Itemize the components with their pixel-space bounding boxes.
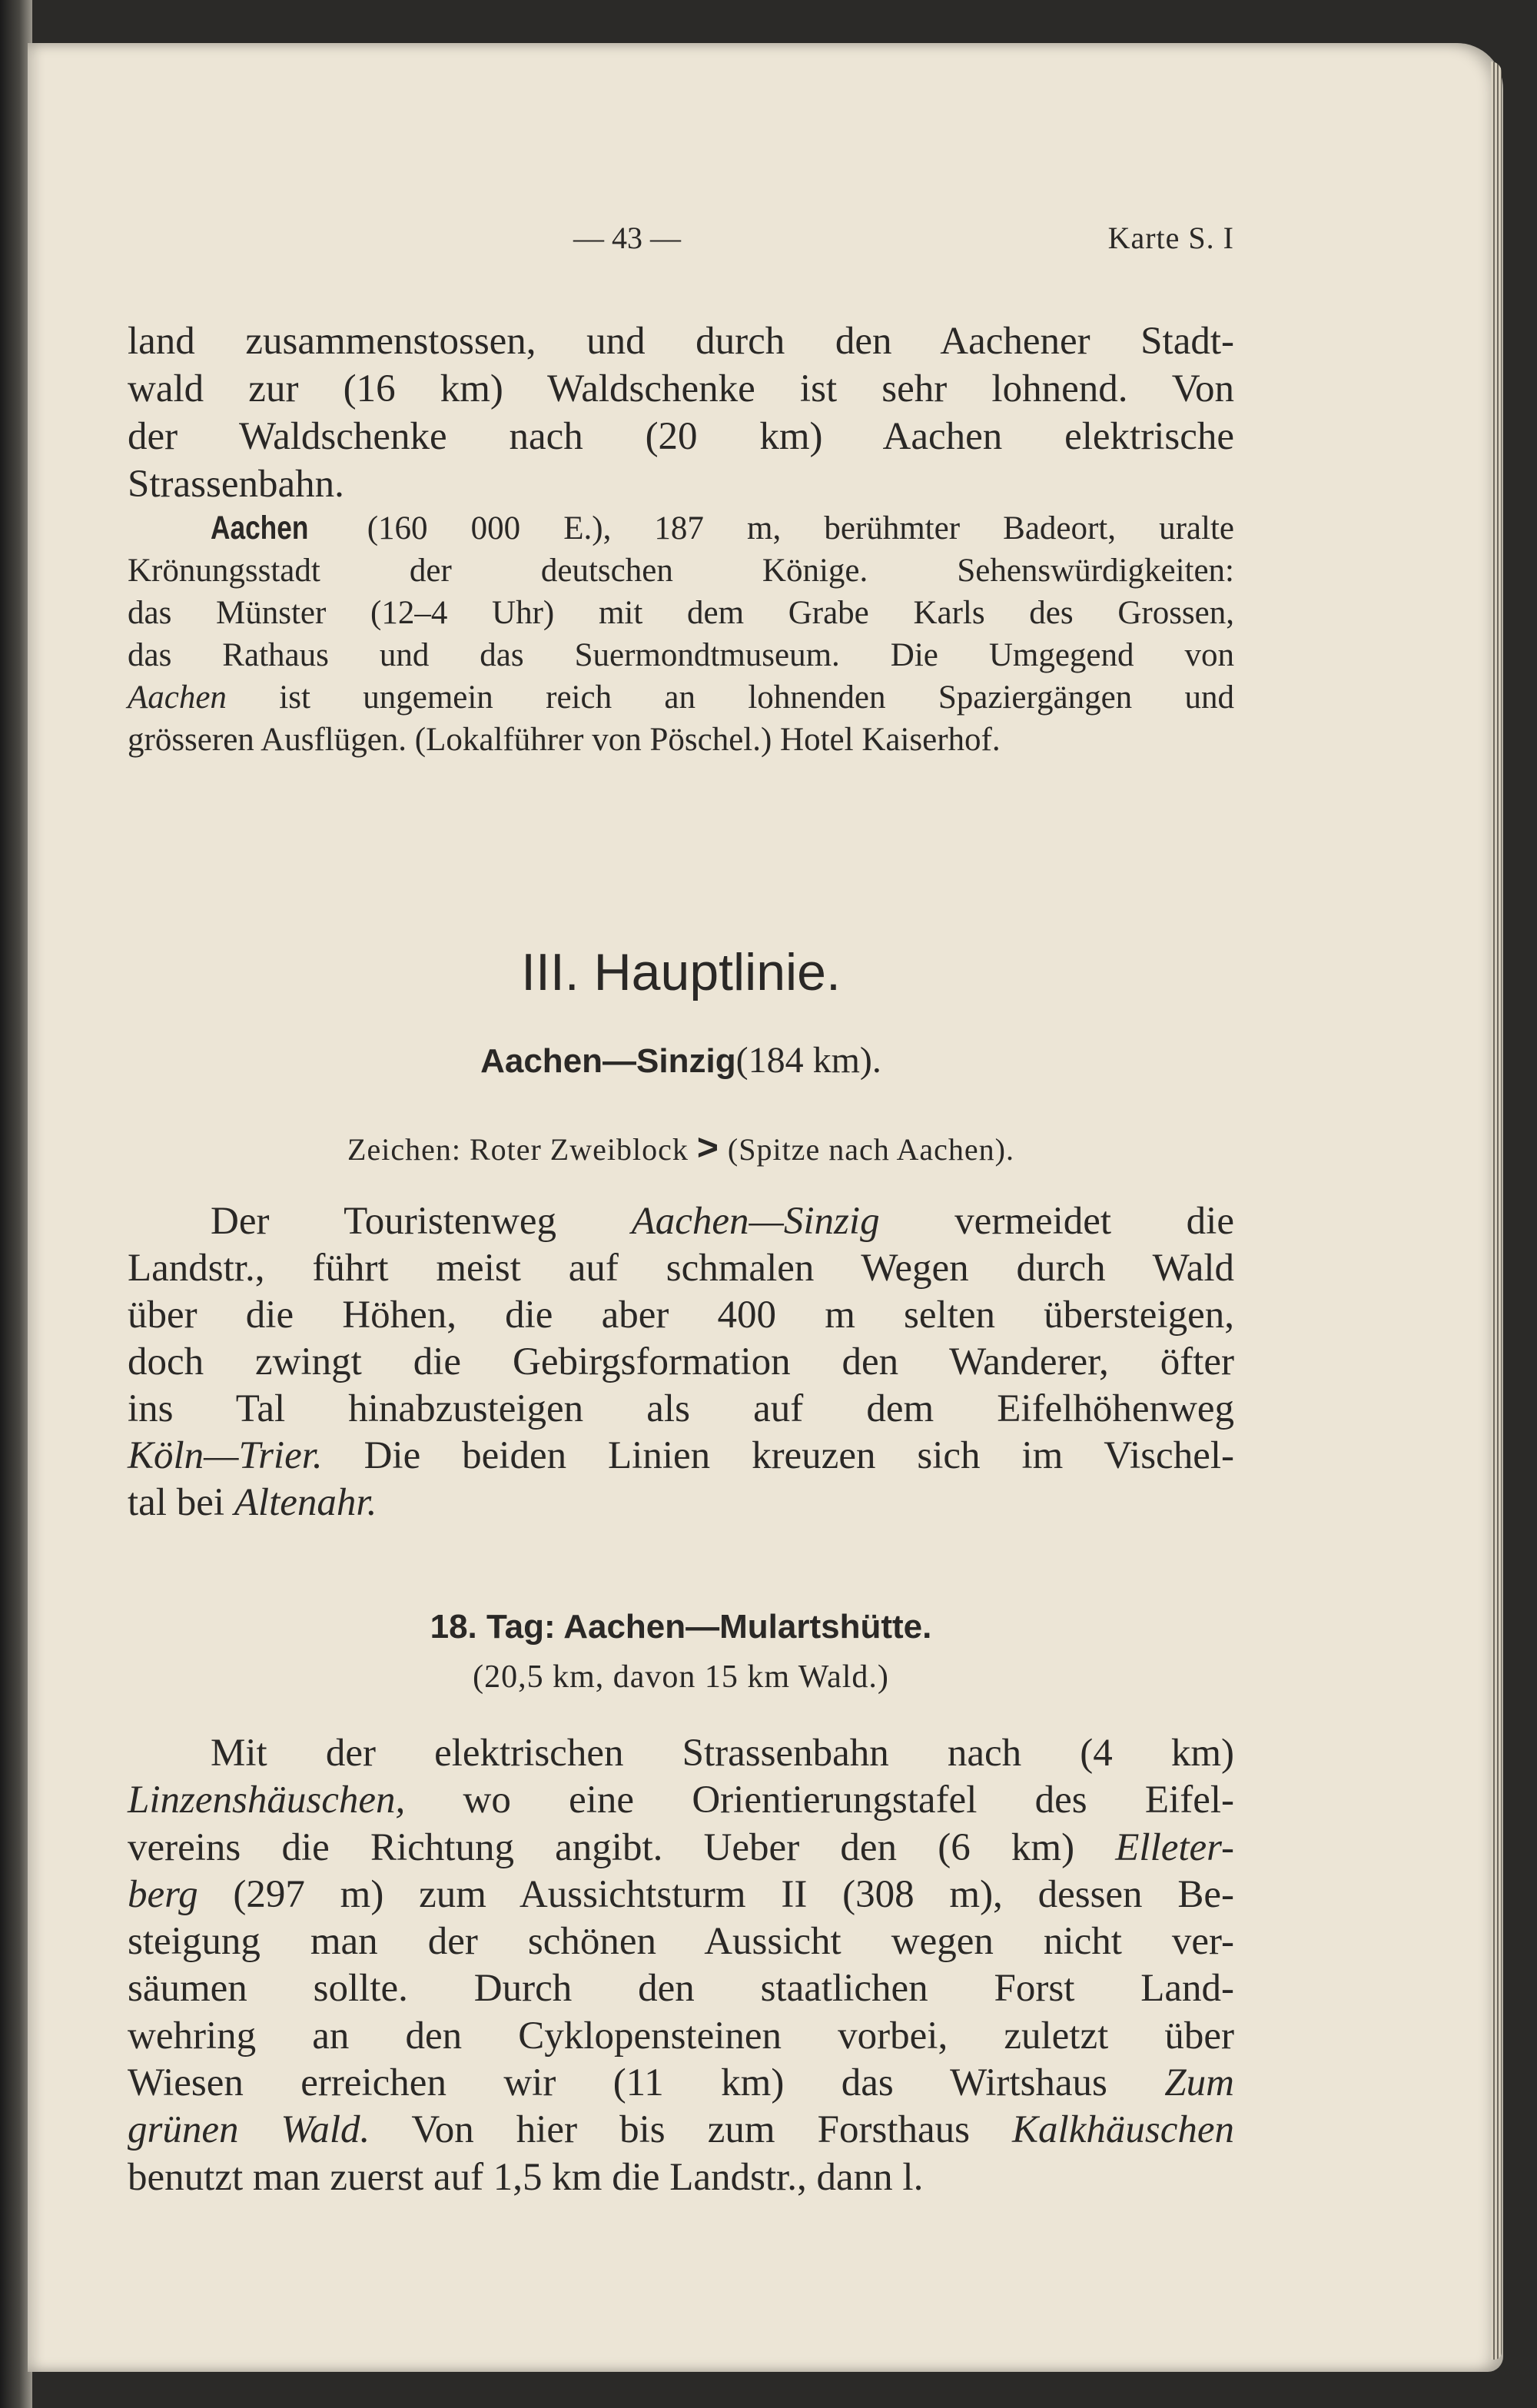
text-line (128, 1872, 1234, 1918)
day-title: 18. Tag: Aachen—Mulartshütte. (430, 1608, 932, 1646)
italic-place-name: Aachen—Sinzig (631, 1200, 880, 1243)
text-line (128, 2154, 1234, 2201)
text-run: Strassenbahn. (128, 463, 344, 506)
text-line (128, 365, 1234, 413)
text-line (128, 460, 1234, 508)
text-line (128, 1480, 1234, 1526)
text-line (128, 592, 1234, 634)
page-edges (1491, 61, 1502, 2360)
text-run: (160 000 E.), 187 m, berühmter Badeort, uralte (324, 510, 1234, 546)
text-line (128, 2107, 1234, 2154)
map-reference: Karte S. I (1107, 221, 1234, 255)
running-header (128, 215, 1234, 261)
text-run: Wiesen erreichen wir (11 km) das Wirtshaus (128, 2061, 1165, 2105)
route-name: Aachen—Sinzig (480, 1042, 736, 1080)
text-line (128, 1777, 1234, 1824)
text-run: ist ungemein reich an lohnenden Spaziergängen und (226, 679, 1234, 716)
paragraph-intro (128, 317, 1234, 508)
text-line (128, 719, 1234, 761)
route-heading (128, 1039, 1234, 1081)
text-run: über die Höhen, die aber 400 m selten übersteigen, (128, 1294, 1234, 1337)
section-title: III. Hauptlinie. (521, 943, 841, 1001)
text-run: Krönungsstadt der deutschen Könige. Sehenswürdigkeiten: (128, 553, 1234, 589)
text-run: Landstr., führt meist auf schmalen Wegen durch Wald (128, 1247, 1234, 1290)
text-line (128, 676, 1234, 719)
text-run: Die beiden Linien kreuzen sich im Vischel- (322, 1434, 1234, 1477)
text-line (128, 550, 1234, 592)
text-run: Von hier bis zum Forsthaus (370, 2108, 1013, 2152)
text-line (128, 1386, 1234, 1433)
italic-place-name: Zum (1164, 2061, 1234, 2105)
marker-text: Zeichen: Roter Zweiblock (347, 1132, 689, 1167)
day-distance: (20,5 km, davon 15 km Wald.) (473, 1659, 889, 1695)
italic-place-name: Köln—Trier. (128, 1434, 323, 1477)
page-number: — 43 — (573, 221, 681, 255)
red-chevron-icon: > (696, 1128, 719, 1168)
text-run: wehring an den Cyklopensteinen vorbei, zuletzt über (128, 2014, 1234, 2058)
text-line (128, 413, 1234, 460)
text-line (128, 1339, 1234, 1386)
text-line (128, 1198, 1234, 1245)
text-line (128, 1965, 1234, 2012)
text-line (128, 2060, 1234, 2107)
italic-place-name: grünen Wald. (128, 2108, 370, 2152)
paragraph-route-description (128, 1198, 1234, 1526)
trail-marker-line (128, 1127, 1234, 1169)
italic-place-name: Linzenshäuschen, (128, 1779, 406, 1822)
italic-place-name: Kalkhäuschen (1012, 2108, 1234, 2152)
text-run: Mit der elektrischen Strassenbahn nach (4 km) (211, 1732, 1234, 1775)
text-run: wo eine Orientierungstafel des Eifel- (405, 1779, 1234, 1822)
route-distance: (184 km). (735, 1040, 881, 1081)
day-heading (128, 1605, 1234, 1647)
text-run: Der Touristenweg (211, 1200, 632, 1243)
bold-place-name: Aachen (211, 510, 309, 546)
text-line (128, 1245, 1234, 1292)
text-run: ins Tal hinabzusteigen als auf dem Eifelhöhenweg (128, 1387, 1234, 1430)
text-line (128, 1292, 1234, 1339)
italic-place-name: berg (128, 1872, 198, 1916)
italic-place-name: Elleter- (1115, 1825, 1234, 1869)
text-run: (297 m) zum Aussichtsturm II (308 m), dessen Be- (198, 1872, 1234, 1916)
italic-place-name: Altenahr. (234, 1481, 377, 1524)
text-line (128, 1433, 1234, 1480)
text-run: das Münster (12–4 Uhr) mit dem Grabe Karls des Grossen, (128, 595, 1234, 631)
text-run: doch zwingt die Gebirgsformation den Wanderer, öfter (128, 1340, 1234, 1383)
paragraph-aachen (128, 507, 1234, 761)
text-line (128, 317, 1234, 365)
text-run: wald zur (16 km) Waldschenke ist sehr lohnend. Von (128, 367, 1234, 410)
text-run: säumen sollte. Durch den staatlichen Forst Land- (128, 1967, 1234, 2011)
marker-note: (Spitze nach Aachen). (727, 1132, 1014, 1167)
text-line (128, 634, 1234, 676)
paragraph-day-description (128, 1730, 1234, 2201)
text-run: land zusammenstossen, und durch den Aachener Stadt- (128, 320, 1234, 363)
text-run: vereins die Richtung angibt. Ueber den (6 km) (128, 1825, 1116, 1869)
text-run: vermeidet die (879, 1200, 1234, 1243)
italic-place-name: Aachen (128, 679, 227, 716)
text-line (128, 1825, 1234, 1872)
text-run: grösseren Ausflügen. (Lokalführer von Pöschel.) Hotel Kaiserhof. (128, 722, 1001, 758)
text-run: benutzt man zuerst auf 1,5 km die Landstr., dann l. (128, 2155, 924, 2199)
text-run: das Rathaus und das Suermondtmuseum. Die Umgegend von (128, 637, 1234, 673)
text-line (128, 507, 1234, 550)
text-run: tal bei (128, 1481, 234, 1524)
text-line (128, 1730, 1234, 1777)
text-line (128, 1918, 1234, 1965)
text-line (128, 2013, 1234, 2060)
text-run: steigung man der schönen Aussicht wegen nicht ver- (128, 1920, 1234, 1964)
text-run: der Waldschenke nach (20 km) Aachen elektrische (128, 415, 1234, 458)
